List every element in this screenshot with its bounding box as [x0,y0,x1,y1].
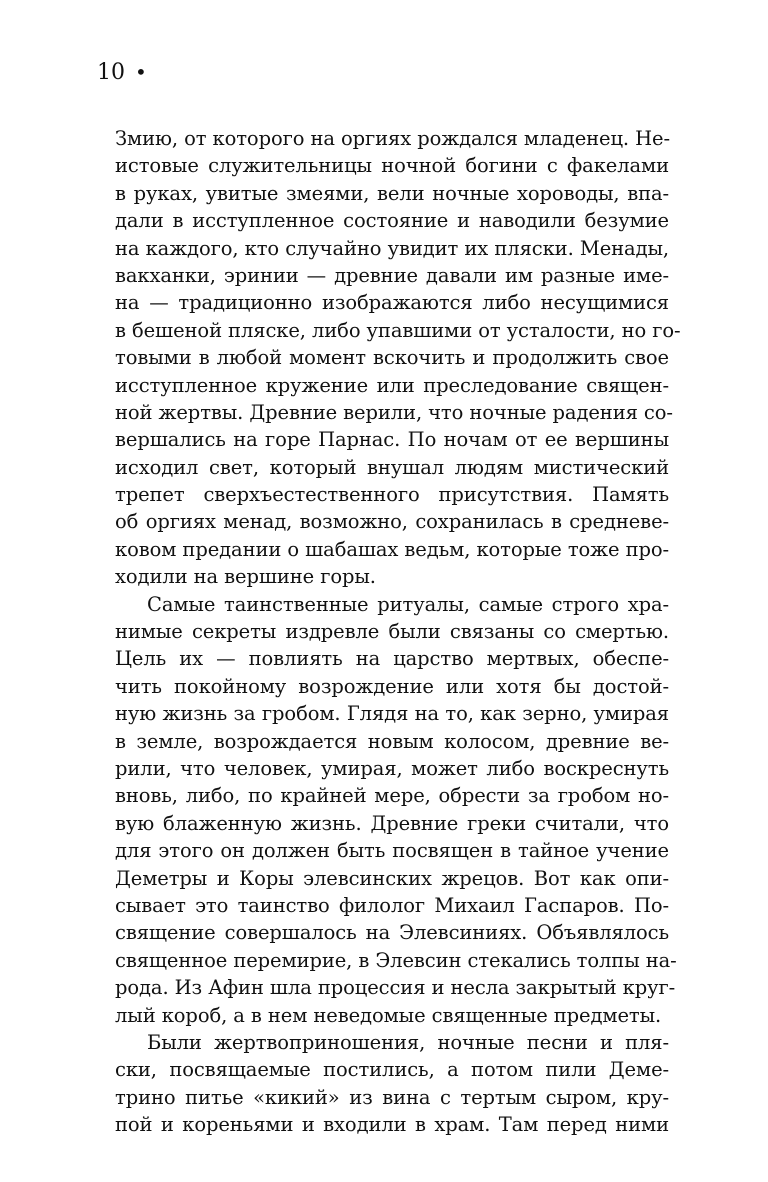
text-line: рода. Из Афин шла процессия и несла закрытый круг- [115,976,676,1000]
text-line: ковом предании о шабашах ведьм, которые тоже про- [115,537,669,561]
text-line: сывает это таинство филолог Михаил Гаспаров. По- [115,893,669,917]
body-text [115,125,681,1138]
text-line: трино питье «кикий» из вина с тертым сыром, кру- [115,1085,669,1109]
text-line: трепет сверхъестественного присутствия. Память [115,483,669,507]
text-line: вакханки, эринии — древние давали им разные име- [115,263,669,287]
text-line: истовые служительницы ночной богини с факелами [115,154,669,178]
text-line: Змию, от которого на оргиях рождался младенец. Не- [115,127,670,150]
text-line: Самые таинственные ритуалы, самые строго хра- [147,592,669,616]
text-line: в руках, увитые змеями, вели ночные хороводы, впа- [115,181,669,205]
text-line: ходили на вершине горы. [115,565,376,589]
text-line: Цель их — повлиять на царство мертвых, обеспе- [115,647,669,671]
text-line: на — традиционно изображаются либо несущимися [115,291,669,315]
text-line: Деметры и Коры элевсинских жрецов. Вот как опи- [115,866,669,890]
text-line: священное перемирие, в Элевсин стекались толпы на- [115,948,677,972]
text-line: дали в исступленное состояние и наводили безумие [115,209,669,233]
page-header [97,58,147,88]
text-line: вую блаженную жизнь. Древние греки считали, что [115,811,669,835]
text-line: чить покойному возрождение или хотя бы достой- [115,674,669,698]
text-line: Были жертвоприношения, ночные песни и пля- [147,1030,669,1054]
text-line: об оргиях менад, возможно, сохранилась в средневе- [115,510,669,534]
header-separator: • [135,60,147,84]
text-line: на каждого, кто случайно увидит их пляски. Менады, [115,236,669,260]
text-line: для этого он должен быть посвящен в тайное учение [115,839,669,863]
text-line: в бешеной пляске, либо упавшими от усталости, но го- [115,318,681,342]
text-line: лый короб, а в нем неведомые священные предметы. [115,1003,662,1027]
text-line: рили, что человек, умирая, может либо воскреснуть [115,756,669,780]
text-line: священие совершалось на Элевсиниях. Объявлялось [115,921,669,945]
text-line: исступленное кружение или преследование священ- [115,373,669,397]
text-line: вновь, либо, по крайней мере, обрести за гробом но- [115,784,669,808]
text-line: в земле, возрождается новым колосом, древние ве- [115,729,669,753]
text-line: ски, посвящаемые постились, а потом пили Деме- [115,1058,669,1082]
text-line: ную жизнь за гробом. Глядя на то, как зерно, умирая [115,702,669,726]
page-number: 10 [97,60,125,85]
text-line: исходил свет, который внушал людям мистический [115,455,669,479]
text-line: пой и кореньями и входили в храм. Там перед ними [115,1113,669,1137]
text-line: вершались на горе Парнас. По ночам от ее вершины [115,428,669,452]
text-line: ной жертвы. Древние верили, что ночные радения со- [115,400,673,424]
text-line: товыми в любой момент вскочить и продолжить свое [115,346,669,370]
text-line: нимые секреты издревле были связаны со смертью. [115,620,669,644]
